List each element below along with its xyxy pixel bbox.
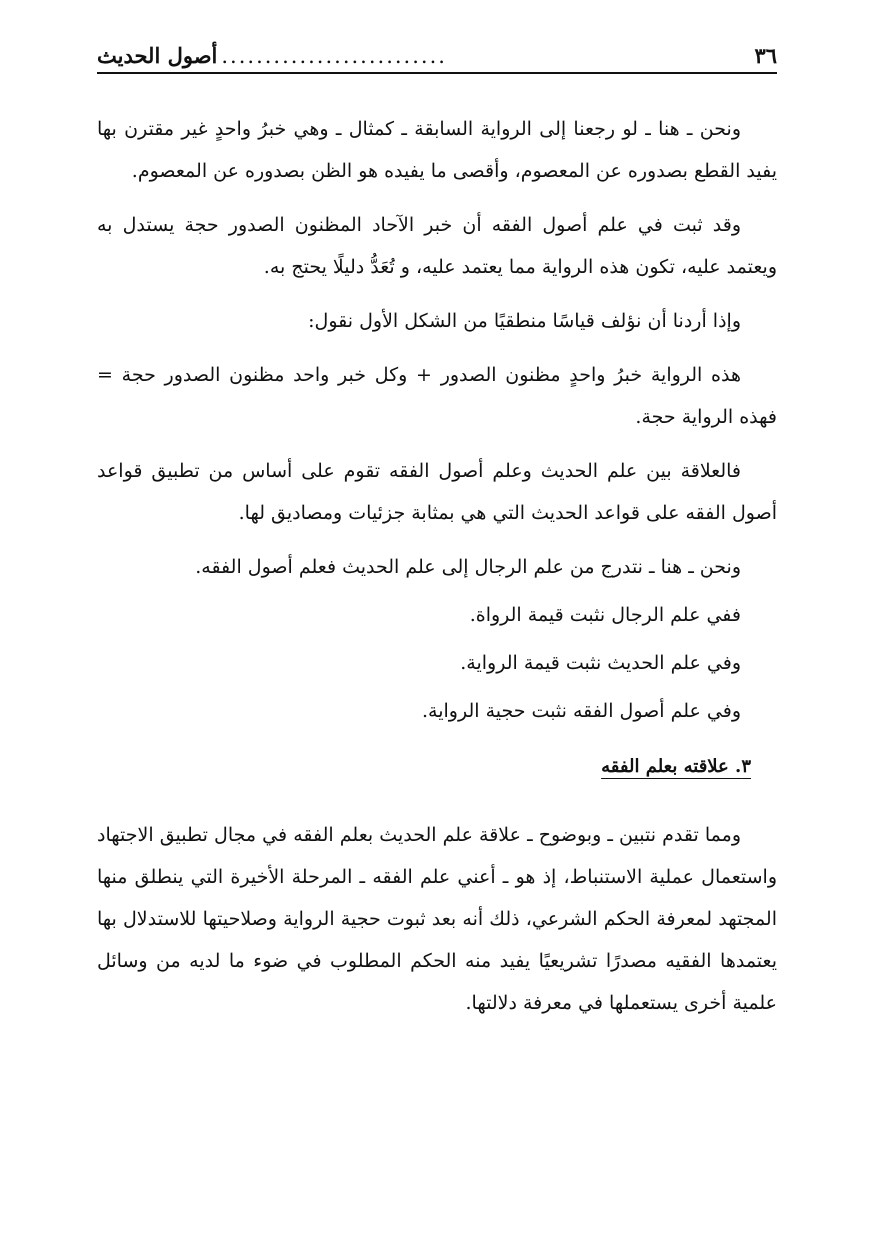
paragraph-single-report-proof: وقد ثبت في علم أصول الفقه أن خبر الآحاد المظنون الصدور حجة يستدل به ويعتمد عليه، تكون هذه الرواية مما يعتمد عليه، و تُعَدُّ دليلًا يحتج به. [97,214,777,278]
header-title-group [97,42,451,70]
header-running-title: أصول الحديث [97,43,218,68]
paragraph-usul: وفي علم أصول الفقه نثبت حجية الرواية. [422,700,741,722]
paragraph-rijal: ففي علم الرجال نثبت قيمة الرواة. [469,604,741,626]
paragraph-example-narration: ونحن ـ هنا ـ لو رجعنا إلى الرواية السابقة ـ كمثال ـ وهي خبرُ واحدٍ غير مقترن بها يفيد القطع بصدوره عن المعصوم، وأقصى ما يفيده هو الظن بصدوره عن المعصوم. [97,118,777,182]
header-divider [97,72,777,74]
header-page-number: ٣٦ [754,43,777,68]
paragraph-hadith: وفي علم الحديث نثبت قيمة الرواية. [460,652,741,674]
main-text [97,108,777,1036]
section-heading: ٣. علاقته بعلم الفقه [601,756,751,777]
page-header [97,40,777,70]
paragraph-syllogism: هذه الرواية خبرُ واحدٍ مظنون الصدور + وكل خبر واحد مظنون الصدور حجة = فهذه الرواية حجة. [97,364,777,428]
paragraph-relation-summary: فالعلاقة بين علم الحديث وعلم أصول الفقه تقوم على أساس من تطبيق قواعد أصول الفقه على قواعد الحديث التي هي بمثابة جزئيات ومصاديق لها. [97,460,777,524]
paragraph-fiqh-relation: ومما تقدم نتبين ـ وبوضوح ـ علاقة علم الحديث بعلم الفقه في مجال تطبيق الاجتهاد واستعمال عملية الاستنباط، إذ هو ـ أعني علم الفقه ـ المرحلة الأخيرة التي ينطلق منها المجتهد لمعرفة الحكم الشرعي، ذلك أنه بعد ثبوت حجية الرواية وصلاحيتها للاستدلال بها يعتمدها الفقيه مصدرًا تشريعيًا يفيد منه الحكم المطلوب في ضوء ما لديه من وسائل علمية أخرى يستعملها في معرفة دلالتها. [97,824,777,1014]
paragraph-syllogism-intro: وإذا أردنا أن نؤلف قياسًا منطقيًا من الشكل الأول نقول: [308,310,741,332]
paragraph-gradation: ونحن ـ هنا ـ نتدرج من علم الرجال إلى علم الحديث فعلم أصول الفقه. [195,556,741,578]
header-dot-leader: .......................... [221,44,447,68]
